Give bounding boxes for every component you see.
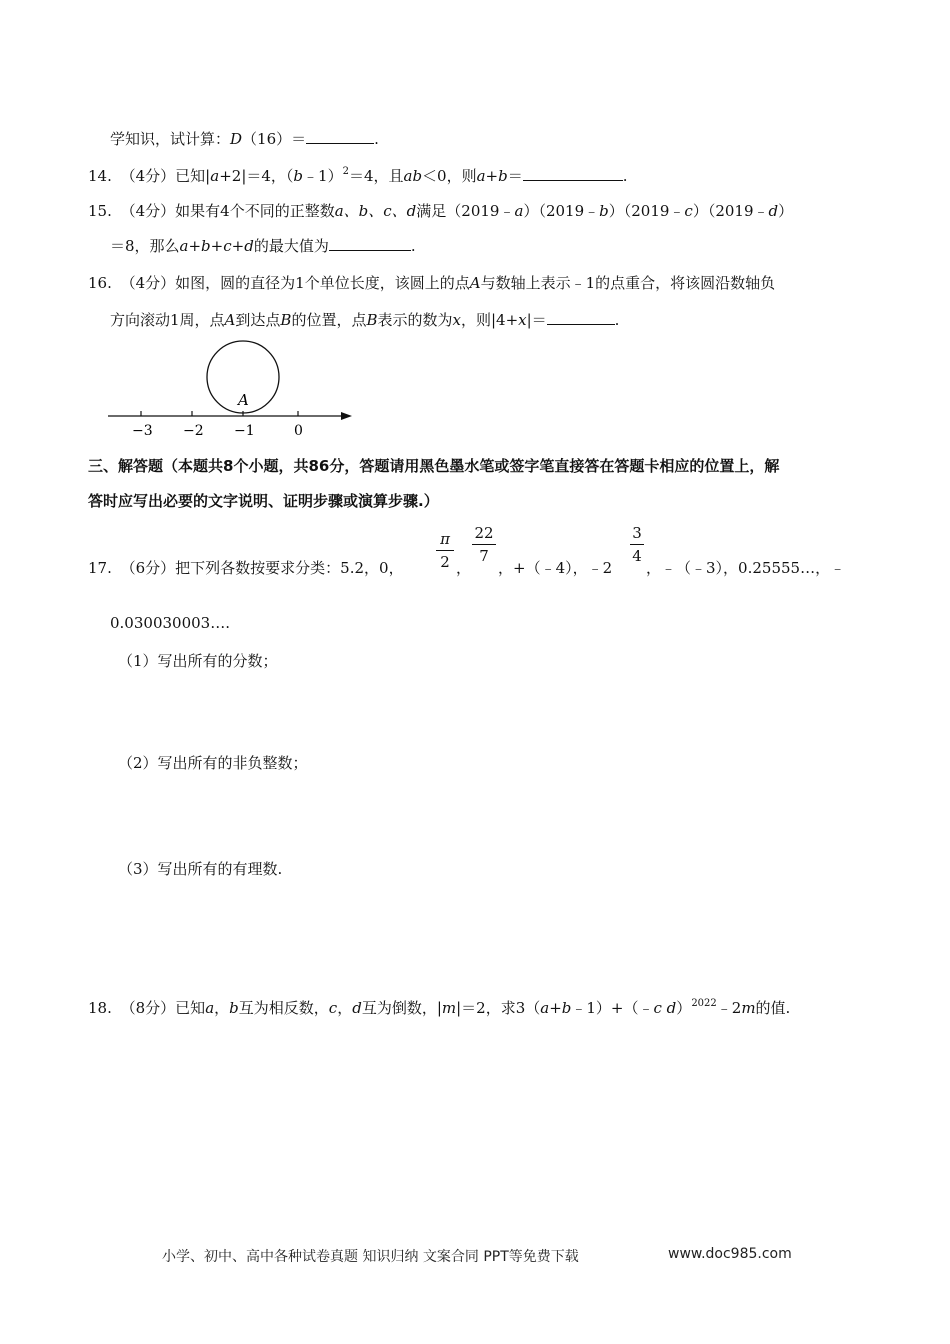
var-c: c [684,202,693,220]
var-x: x [518,311,527,329]
question-number: 14. [88,167,112,185]
q14-text: ＝ [507,167,523,185]
axis-arrow-icon [341,412,352,420]
var-m: m [441,999,457,1017]
var-apb: a+b [476,167,508,185]
var-a: a [205,999,215,1017]
q13-text: 学知识，试计算： [110,130,231,148]
q15-text: （4分）如果有4个不同的正整数 [120,202,335,220]
q16-text: 表示的数为 [377,311,453,329]
frac-den: 2 [440,553,450,571]
fraction-pi-over-2 [436,530,454,571]
q18-text: 的值. [755,999,791,1017]
q15-text: 满足（2019﹣ [416,202,515,220]
q18-text: 互为倒数，| [361,999,442,1017]
q13-arg: （16）＝ [242,130,307,148]
q15-text: 的最大值为 [253,237,329,255]
var-b: b [229,999,239,1017]
question-16-line1 [88,272,775,293]
number-line-figure [100,335,370,445]
fraction-bar [630,544,644,545]
q16-text: （4分）如图，圆的直径为1个单位长度，该圆上的点 [120,274,470,292]
q16-text: ，则|4+ [460,311,519,329]
sub-question: （1）写出所有的分数； [118,652,278,670]
tick-label: 0 [294,423,303,439]
q16-end: . [614,311,620,329]
question-16-line2 [110,309,619,330]
var-ab: a+b [540,999,572,1017]
q14-text: ﹣1） [303,167,343,185]
q17-text: ，+（﹣4），﹣2 [498,559,613,577]
frac-num: 22 [474,524,494,542]
answer-blank[interactable] [306,129,374,144]
answer-blank[interactable] [523,166,623,181]
tick-label: −1 [234,423,255,439]
point-a: A [224,311,236,329]
fraction-22-over-7 [472,524,496,565]
q15-vars: a、b、c、d [334,202,417,220]
fraction-3-over-4 [630,524,644,565]
q15-end: . [410,237,416,255]
q14-text: （4分）已知| [120,167,211,185]
q15-text: ）（2019﹣ [692,202,769,220]
question-15-line2 [110,235,416,256]
q16-text: 的位置，点 [291,311,367,329]
var-d: d [352,999,362,1017]
sub-question: （3）写出所有的有理数. [118,860,283,878]
frac-den: 7 [479,547,489,565]
q16-text: 方向滚动1周，点 [110,311,225,329]
sub-question: （2）写出所有的非负整数； [118,754,308,772]
q15-sum: a+b+c+d [179,237,254,255]
question-15-line1 [88,200,793,221]
q17-text: ，﹣（﹣3），0.25555…，﹣ [646,559,846,577]
q13-tail [110,128,379,149]
q16-text: 到达点 [235,311,281,329]
q18-text: ﹣2 [716,999,742,1017]
q17-text: 0.030030003…. [110,614,230,632]
point-b: B [280,311,292,329]
question-17-line1 [88,557,404,578]
var-x: x [452,311,461,329]
question-number: 15. [88,202,112,220]
point-b: B [366,311,378,329]
exponent: 2022 [691,998,717,1009]
q13-var: D [230,130,243,148]
exponent: 2 [342,166,349,177]
q14-text: ＜0，则 [422,167,477,185]
q18-text: ， [337,999,353,1017]
point-a: A [469,274,481,292]
var-b: b [599,202,609,220]
fraction-bar [472,544,496,545]
q18-text: （8分）已知 [120,999,206,1017]
footer-text: 小学、初中、高中各种试卷真题 知识归纳 文案合同 PPT等免费下载 [162,1249,579,1265]
q17-text: （6分）把下列各数按要求分类：5.2，0， [120,559,404,577]
answer-blank[interactable] [329,236,411,251]
var-c: c [328,999,338,1017]
q14-text: +2|＝4，（ [219,167,294,185]
q14-end: . [622,167,628,185]
q15-text: ）（2019﹣ [523,202,600,220]
question-18 [88,997,790,1018]
answer-blank[interactable] [547,310,615,325]
footer-link[interactable]: www.doc985.com [668,1246,792,1262]
q18-text: ） [676,999,692,1017]
var-m: m [741,999,756,1017]
question-number: 16. [88,274,112,292]
section-heading: 三、解答题（本题共8个小题，共86分，答题请用黑色墨水笔或签字笔直接答在答题卡相应的位置上，解 [88,457,780,475]
q15-text: ）（2019﹣ [608,202,685,220]
var-a: a [514,202,524,220]
fraction-bar [436,550,454,551]
frac-den: 4 [632,547,642,565]
section-heading-line2: 答时应写出必要的文字说明、证明步骤或演算步骤.） [88,492,439,510]
q18-text: ， [214,999,230,1017]
var-d: d [768,202,779,220]
question-number: 18. [88,999,112,1017]
q14-text: ＝4，且 [348,167,404,185]
var-cd: c d [653,999,677,1017]
q18-text: 互为相反数， [238,999,329,1017]
q18-text: |＝2，求3（ [456,999,541,1017]
var-ab: ab [403,167,423,185]
var-b: b [293,167,304,185]
question-14 [88,165,628,186]
var-a: a [210,167,220,185]
q17-sep: ， [456,559,472,577]
q15-text: ＝8，那么 [110,237,180,255]
frac-num: π [440,530,450,548]
point-a-label: A [238,391,249,409]
q18-text: ﹣1）+（﹣ [571,999,654,1017]
frac-num: 3 [632,524,642,542]
q15-text: ） [778,202,794,220]
q16-text: 与数轴上表示﹣1的点重合，将该圆沿数轴负 [480,274,776,292]
tick-label: −2 [183,423,204,439]
q16-text: |＝ [526,311,547,329]
q13-end: . [374,130,379,148]
tick-label: −3 [132,423,153,439]
question-number: 17. [88,559,112,577]
